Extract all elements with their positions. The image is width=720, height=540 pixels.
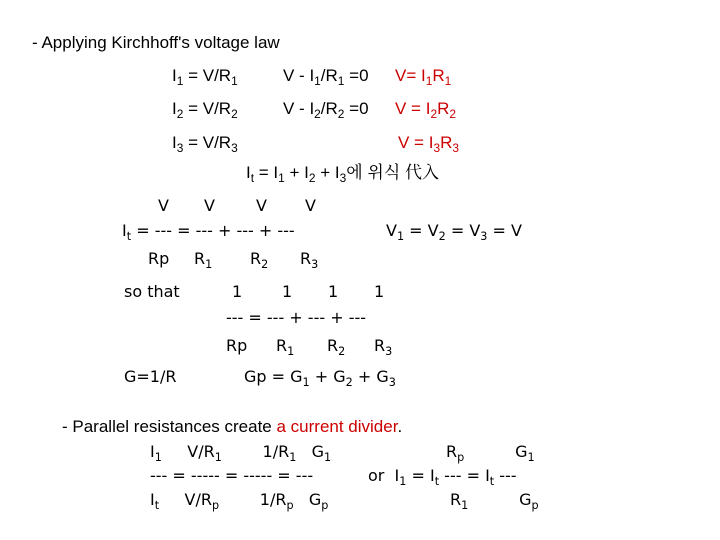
fraction1-numerator-total: V [158, 196, 169, 215]
total-current-equation: $I_t = I_1 + I_2 + I_3$에 위식 代入 [246, 163, 439, 186]
divider-right-equation: or $I_1 = I_t$ --- = $I_t$ --- [368, 466, 517, 488]
eq-row2-kvl: $V - I_2/R_2 =0$ [283, 99, 369, 122]
fraction2-numerator-3: 1 [374, 282, 385, 301]
fraction1-denominator-1: $R_1$ [194, 249, 213, 271]
fraction2-denominator-p: Rp [226, 336, 248, 355]
so-that-label: so that [124, 282, 180, 301]
fraction2-bar-row: --- = --- + --- + --- [226, 308, 367, 327]
fraction2-denominator-1: $R_1$ [276, 336, 295, 358]
fraction2-denominator-3: $R_3$ [374, 336, 393, 358]
divider-left-top: $I_1$ $V/R_1$ $1/R_1$ $G_1$ [150, 442, 332, 464]
fraction1-denominator-2: $R_2$ [250, 249, 269, 271]
eq-row3-voltage: $V = I_3R_3$ [398, 133, 459, 156]
divider-left-bars: --- = ----- = ----- = --- [150, 466, 314, 485]
current-divider-statement: - Parallel resistances create a current divider. [62, 417, 403, 436]
fraction1-numerator-1: V [204, 196, 215, 215]
divider-left-bottom: $I_t$ $V/R_p$ $1/R_p$ $G_p$ [150, 490, 329, 512]
equal-voltages: $V_1 = V_2 = V_3 = V$ [386, 221, 522, 243]
eq-row1-current: $I_1 = V/R_1$ [172, 66, 238, 89]
fraction2-numerator-total: 1 [232, 282, 243, 301]
fraction2-numerator-2: 1 [328, 282, 339, 301]
fraction1-bar-row: $I_t$ = --- = --- + --- + --- [122, 221, 295, 243]
divider-right-top: $R_p$ $G_1$ [446, 442, 535, 464]
fraction2-numerator-1: 1 [282, 282, 293, 301]
conductance-definition: G=1/R [124, 367, 177, 386]
fraction1-denominator-p: Rp [148, 249, 170, 268]
fraction1-numerator-2: V [256, 196, 267, 215]
eq-row3-current: $I_3 = V/R_3$ [172, 133, 238, 156]
eq-row1-kvl: $V - I_1/R_1 =0$ [283, 66, 369, 89]
eq-row2-voltage: $V = I_2R_2$ [395, 99, 456, 122]
fraction1-denominator-3: $R_3$ [300, 249, 319, 271]
heading: - Applying Kirchhoff's voltage law [32, 33, 280, 52]
divider-right-bottom: $R_1$ $G_p$ [450, 490, 539, 512]
fraction2-denominator-2: $R_2$ [327, 336, 346, 358]
eq-row2-current: $I_2 = V/R_2$ [172, 99, 238, 122]
eq-row1-voltage: $V= I_1R_1$ [395, 66, 452, 89]
fraction1-numerator-3: V [305, 196, 316, 215]
conductance-sum: $Gp = G_1 + G_2 + G_3$ [244, 367, 396, 389]
